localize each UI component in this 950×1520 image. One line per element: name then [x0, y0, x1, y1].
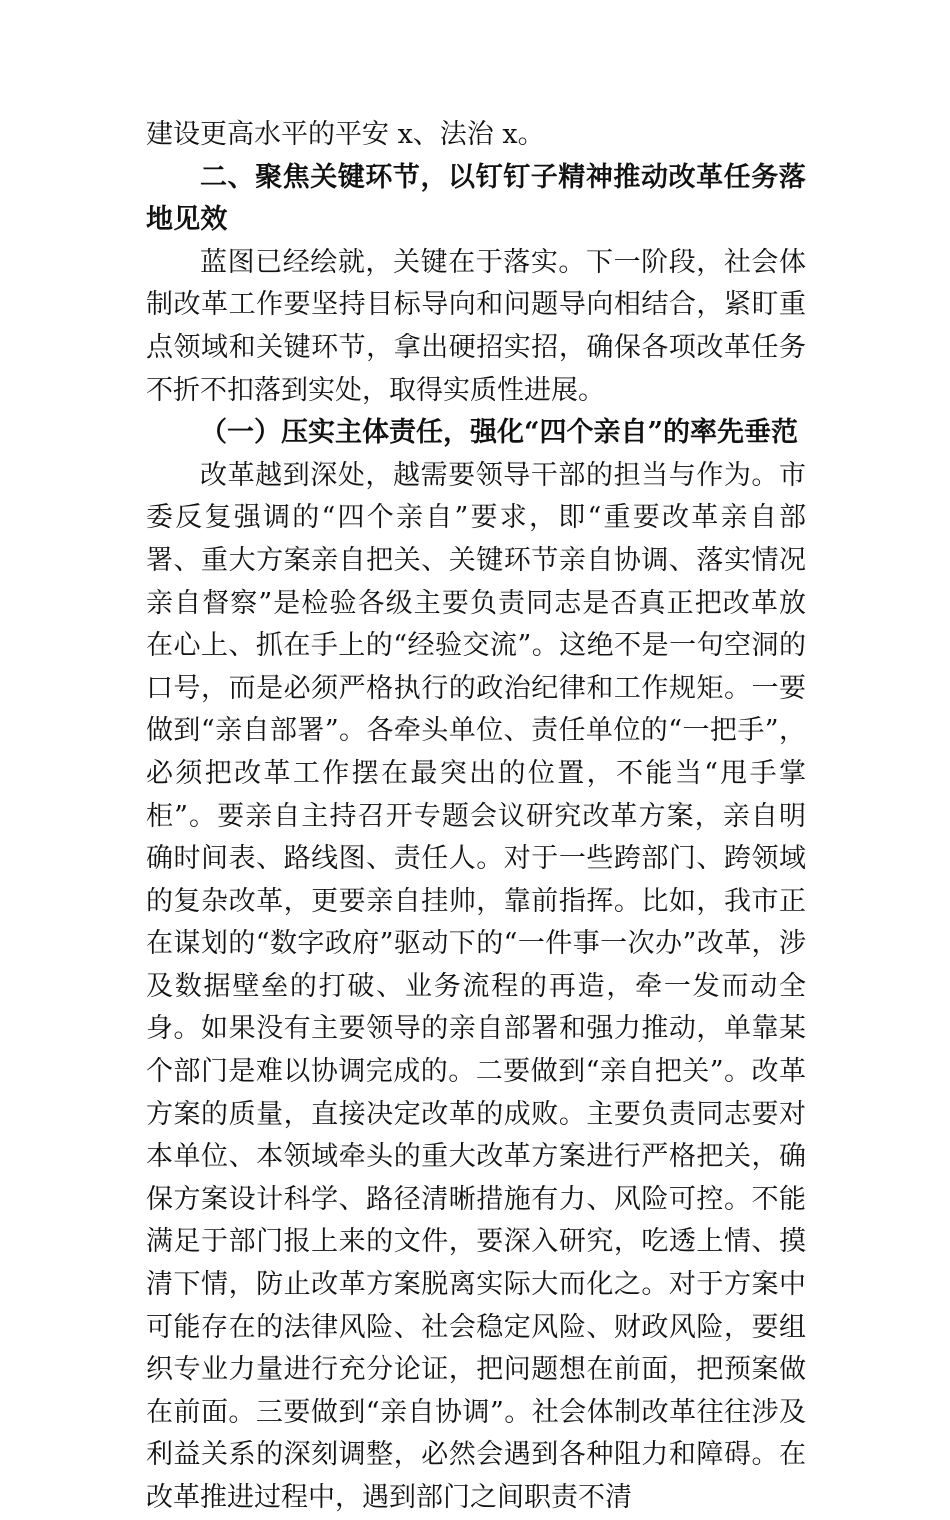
continuation-line: 建设更高水平的平安 x、法治 x。	[146, 119, 545, 150]
subsection-heading: （一）压实主体责任，强化“四个亲自”的率先垂范	[200, 417, 799, 449]
section-heading: 二、聚焦关键环节，以钉钉子精神推动改革任务落地见效	[146, 161, 806, 236]
body-paragraph: 改革越到深处，越需要领导干部的担当与作为。市委反复强调的“四个亲自”要求，即“重要改革亲自部署、重大方案亲自把关、关键环节亲自协调、落实情况亲自督察”是检验各级主要负责同志是否真正把改革放在心上、抓在手上的“经验交流”。这绝不是一句空洞的口号，而是必须严格执行的政治纪律和工作规矩。一要做到“亲自部署”。各牵头单位、责任单位的“一把手”，必须把改革工作摆在最突出的位置，不能当“甩手掌柜”。要亲自主持召开专题会议研究改革方案，亲自明确时间表、路线图、责任人。对于一些跨部门、跨领域的复杂改革，更要亲自挂帅，靠前指挥。比如，我市正在谋划的“数字政府”驱动下的“一件事一次办”改革，涉及数据壁垒的打破、业务流程的再造，牵一发而动全身。如果没有主要领导的亲自部署和强力推动，单靠某个部门是难以协调完成的。二要做到“亲自把关”。改革方案的质量，直接决定改革的成败。主要负责同志要对本单位、本领域牵头的重大改革方案进行严格把关，确保方案设计科学、路径清晰措施有力、风险可控。不能满足于部门报上来的文件，要深入研究，吃透上情、摸清下情，防止改革方案脱离实际大而化之。对于方案中可能存在的法律风险、社会稳定风险、财政风险，要组织专业力量进行充分论证，把问题想在前面，把预案做在前面。三要做到“亲自协调”。社会体制改革往往涉及利益关系的深刻调整，必然会遇到各种阻力和障碍。在改革推进过程中，遇到部门之间职责不清	[146, 459, 806, 1513]
document-page	[146, 114, 806, 1520]
intro-paragraph: 蓝图已经绘就，关键在于落实。下一阶段，社会体制改革工作要坚持目标导向和问题导向相结合，紧盯重点领域和关键环节，拿出硬招实招，确保各项改革任务不折不扣落到实处，取得实质性进展。	[146, 246, 806, 406]
